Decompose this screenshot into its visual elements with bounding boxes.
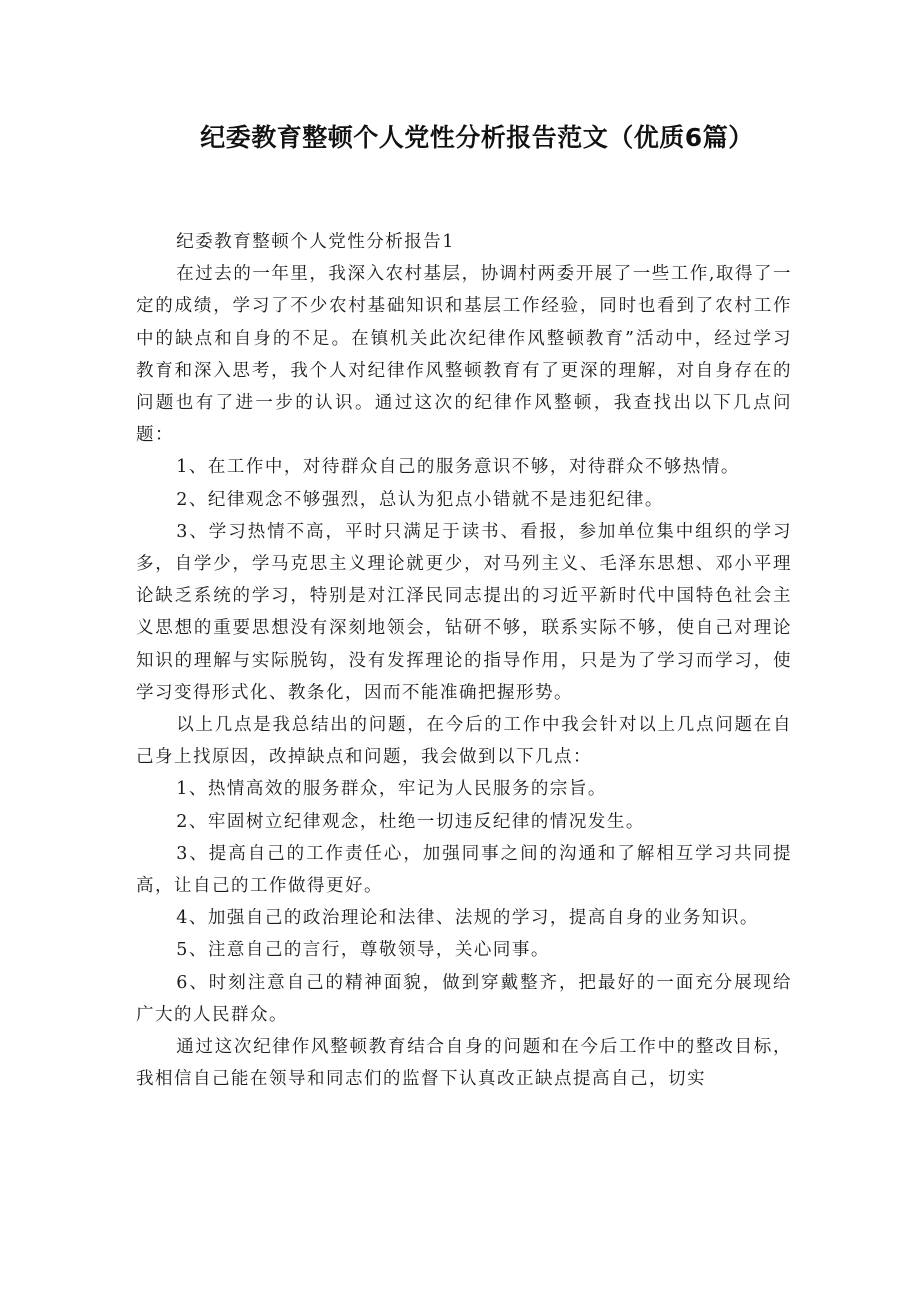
paragraph: 以上几点是我总结出的问题，在今后的工作中我会针对以上几点问题在自己身上找原因，改掉缺点和问题，我会做到以下几点：: [136, 715, 792, 768]
section-heading: 纪委教育整顿个人党性分析报告1: [176, 232, 455, 252]
problem-item-3: 3、学习热情不高，平时只满足于读书、看报，参加单位集中组织的学习多，自学少，学马克思主义理论就更少，对马列主义、毛泽东思想、邓小平理论缺乏系统的学习，特别是对江泽民同志提出的习近平新时代中国特色社会主义思想的重要思想没有深刻地领会，钻研不够，联系实际不够，使自己对理论知识的理解与实际脱钩，没有发挥理论的指导作用，只是为了学习而学习，使学习变得形式化、教条化，因而不能准确把握形势。: [136, 521, 792, 703]
measure-item-1: 1、热情高效的服务群众，牢记为人民服务的宗旨。: [176, 779, 607, 800]
paragraph: 在过去的一年里，我深入农村基层，协调村两委开展了一些工作,取得了一定的成绩，学习了不少农村基础知识和基层工作经验，同时也看到了农村工作中的缺点和自身的不足。在镇机关此次纪律作风整顿教育”活动中，经过学习教育和深入思考，我个人对纪律作风整顿教育有了更深的理解，对自身存在的问题也有了进一步的认识。通过这次的纪律作风整顿，我查找出以下几点问题：: [136, 264, 792, 446]
problem-item-2: 2、纪律观念不够强烈，总认为犯点小错就不是违犯纪律。: [176, 489, 664, 510]
measure-item-4: 4、加强自己的政治理论和法律、法规的学习，提高自身的业务知识。: [176, 908, 759, 929]
problem-item-1: 1、在工作中，对待群众自己的服务意识不够，对待群众不够热情。: [176, 457, 740, 478]
paragraph: 通过这次纪律作风整顿教育结合自身的问题和在今后工作中的整改目标，我相信自己能在领导和同志们的监督下认真改正缺点提高自己，切实: [136, 1037, 792, 1090]
measure-item-6: 6、时刻注意自己的精神面貌，做到穿戴整齐，把最好的一面充分展现给广大的人民群众。: [136, 972, 792, 1025]
measure-item-3: 3、提高自己的工作责任心，加强同事之间的沟通和了解相互学习共同提高，让自己的工作做得更好。: [136, 843, 792, 897]
measure-item-2: 2、牢固树立纪律观念，杜绝一切违反纪律的情况发生。: [176, 811, 645, 832]
document-body: [136, 226, 792, 1095]
document-title: 纪委教育整顿个人党性分析报告范文（优质6篇）: [200, 123, 754, 152]
measure-item-5: 5、注意自己的言行，尊敬领导，关心同事。: [176, 940, 550, 961]
